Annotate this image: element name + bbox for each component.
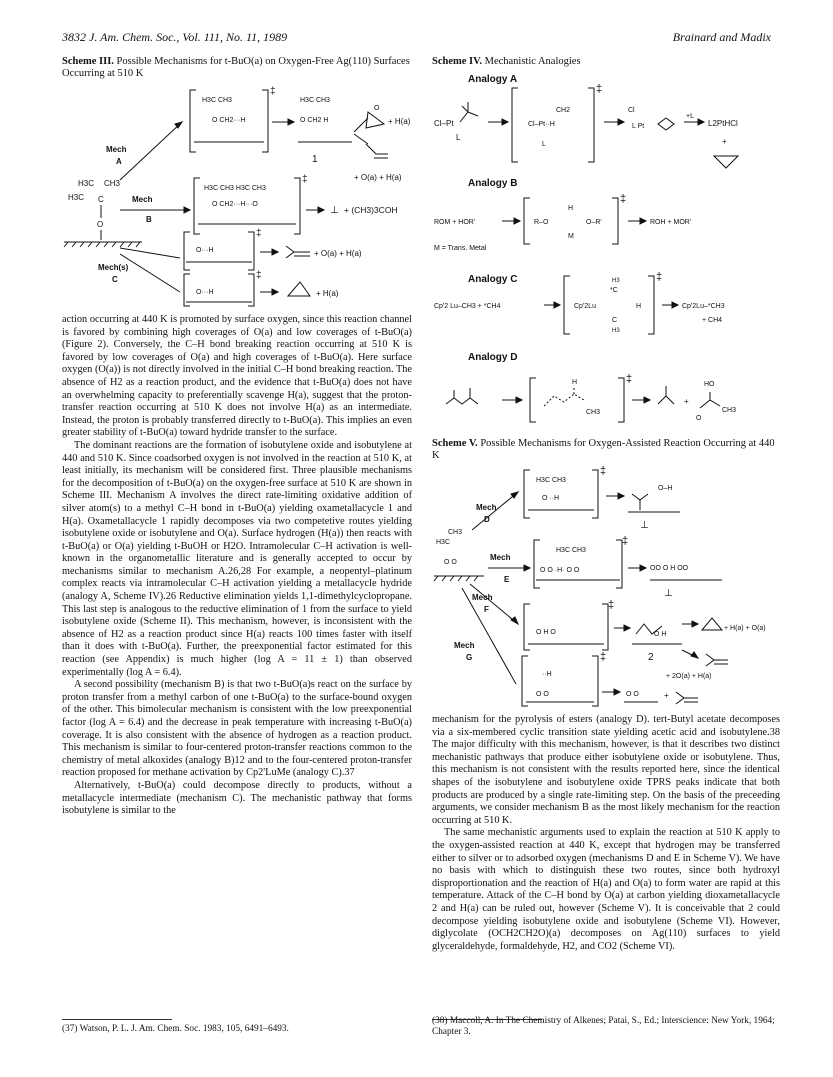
mech-a-label-2: A	[116, 157, 122, 166]
mech-d-label-1: Mech	[476, 503, 497, 512]
mech-b-label-1: Mech	[132, 195, 153, 204]
mech-c-arrow-1	[120, 248, 180, 258]
svg-text:⊥: ⊥	[664, 588, 673, 599]
svg-text:+: +	[664, 691, 669, 700]
scheme-4-title: Mechanistic Analogies	[484, 56, 581, 67]
analogy-b-right: ROH + MOR'	[650, 219, 692, 226]
left-paragraph-4: Alternatively, t-BuO(a) could decompose directly to products, without a metallacycle intermediate (mechanism C). The mechanistic pathway that forms isobutylene is similar to the	[62, 779, 412, 817]
scheme5-h3c: H3C	[436, 539, 451, 546]
journal-citation: 3832 J. Am. Chem. Soc., Vol. 111, No. 11, 1989	[62, 30, 288, 44]
analogy-c-cplu: Cp'2Lu	[574, 303, 596, 310]
svg-text:‡: ‡	[622, 535, 629, 547]
mech-c-label-2: C	[112, 275, 118, 284]
scheme-3-diagram	[62, 82, 412, 308]
mech-g-plus-2oa-ha: + 2O(a) + H(a)	[666, 673, 712, 680]
analogy-d-h: H	[572, 379, 578, 386]
left-column	[62, 56, 412, 818]
analogy-b-m: M	[568, 233, 574, 240]
svg-text:H3C CH3: H3C CH3	[536, 477, 566, 484]
analogy-d-title: Analogy D	[468, 352, 518, 363]
mech-f-plus-ha-oa: + H(a) + O(a)	[724, 625, 766, 632]
right-column-body	[432, 714, 780, 953]
analogy-d-plus: +	[684, 397, 689, 406]
footnote-right: (38) Maccoll, A. In The Chemistry of Alkenes; Patai, S., Ed.; Interscience: New York, 1964; Chapter 3.	[432, 1016, 775, 1037]
svg-text:‡: ‡	[620, 193, 627, 205]
analogy-c-h: H	[636, 303, 642, 310]
analogy-a-l2ptcl: L2PtHCl	[708, 119, 738, 128]
svg-text:H3C CH3: H3C CH3	[202, 97, 232, 104]
analogy-c-h3: H3	[612, 328, 620, 334]
analogy-d-ho: HO	[704, 381, 715, 388]
svg-text:‡: ‡	[302, 174, 308, 185]
mech-c-arrow-2	[120, 254, 180, 292]
scheme-4-caption	[432, 56, 780, 68]
mech-f-label-2: F	[484, 605, 489, 614]
analogy-a-plus: +	[722, 137, 727, 146]
scheme-3-caption	[62, 56, 412, 80]
scheme-3-figure	[62, 82, 412, 308]
analogy-b-or: O–R'	[586, 219, 602, 226]
analogy-c-c-top: *C	[610, 287, 618, 294]
scheme3-o: O	[97, 220, 104, 229]
mech-c-label-1: Mech(s)	[98, 263, 129, 272]
svg-text:‡: ‡	[596, 83, 603, 95]
mech-d-oh: O–H	[658, 485, 673, 492]
svg-text:O CH2···H···O: O CH2···H···O	[212, 201, 258, 208]
svg-text:CH3: CH3	[722, 407, 737, 414]
svg-text:‡: ‡	[626, 373, 633, 385]
analogy-a-title: Analogy A	[468, 74, 518, 85]
analogy-b-h: H	[568, 205, 574, 212]
scheme-3-label: Scheme III.	[62, 56, 114, 67]
svg-text:H3C CH3 H3C CH3: H3C CH3 H3C CH3	[204, 185, 266, 192]
scheme5-oo: O O	[444, 559, 457, 566]
analogy-c-title: Analogy C	[468, 274, 518, 285]
analogy-a-lpt: L Pt	[632, 123, 645, 130]
mech-d-label-2: D	[484, 515, 490, 524]
analogy-a-cl: Cl	[628, 107, 635, 114]
scheme5-ch3: CH3	[448, 529, 463, 536]
scheme3-h3c-2: H3C	[68, 193, 85, 202]
svg-text:L: L	[542, 141, 546, 148]
analogy-c-c-bot: C	[612, 317, 618, 324]
analogy-b-note: M = Trans. Metal	[434, 245, 487, 252]
svg-text:OO O H OO: OO O H OO	[650, 565, 689, 572]
scheme3-ch3: CH3	[104, 179, 121, 188]
svg-text:H3C CH3: H3C CH3	[556, 547, 586, 554]
svg-text:O CH2···H: O CH2···H	[212, 117, 246, 124]
mech-a-arrow	[120, 122, 182, 180]
mech-c-ts-bracket-1	[184, 232, 254, 270]
svg-text:O···H: O···H	[196, 289, 214, 296]
analogy-a-ch2: CH2	[556, 107, 571, 114]
analogy-c-right: Cp'2Lu–*CH3	[682, 303, 725, 310]
footnote-left: (37) Watson, P. L. J. Am. Chem. Soc. 1983, 105, 6491–6493.	[62, 1024, 289, 1034]
left-paragraph-3: A second possibility (mechanism B) is that two t-BuO(a)s react on the surface by proton transfer from a methyl carbon of one t-BuO(a) to the surface-bound oxygen of the other. This bimolecular mechanism is consistent with the low preexponential factor (log A = 6.4) and the decrease in peak temperature with increasing t-BuO(a) coverage. It is also consistent with the absence of hydrogen as a reaction product. This mechanism is similar to four-centered proton-transfer reactions common to the chemistry of metal alkoxides (analogy B)12 and to the four-centered proton-transfer reaction proposed for methane activation by Cp2'LuMe (analogy C).37	[62, 679, 412, 779]
svg-text:··H: ··H	[542, 671, 552, 678]
mech-b-plus-oa-ha: + O(a) + H(a)	[354, 173, 402, 182]
scheme-3-title: Possible Mechanisms for t-BuO(a) on Oxygen-Free Ag(110) Surfaces Occurring at 510 K	[62, 56, 410, 79]
mech-b-tbuoh: + (CH3)3COH	[344, 205, 398, 215]
mech-c-ts-bracket-2	[184, 274, 254, 306]
mech-c-plus-ha: + H(a)	[316, 289, 339, 298]
svg-text:⊥: ⊥	[330, 205, 339, 216]
analogy-b-left: ROM + HOR'	[434, 219, 476, 226]
right-paragraph-2: The same mechanistic arguments used to explain the reaction at 510 K apply to the oxygen-assisted reaction at 440 K, except that hydrogen may be transferred either to silver or to adsorbed oxygen (mechanisms D and E in Scheme V). We have no basis with which to distinguish these two routes, since both hydroxyl disproportionation and the reaction of H(a) and O(a) to form water are rapid at this temperature. Attack of the C–H bond by O(a) at carbon yielding dioxametallacycle 2 and H(a) can be ruled out, however (Scheme V). It is conceivable that 2 could decompose yielding isobutylene oxide and isobutylene (Scheme VI). However, diglycolate (OCH2CH2O)(a) decomposes on Ag(110) surfaces to yield glyceraldehyde, formaldehyde, H2, and CO2 (Scheme VI).	[432, 827, 780, 952]
left-column-body	[62, 314, 412, 818]
svg-text:‡: ‡	[270, 86, 276, 97]
svg-text:O···H: O···H	[196, 247, 214, 254]
right-column	[432, 56, 780, 953]
scheme3-c: C	[98, 195, 104, 204]
mech-f-two: 2	[648, 652, 654, 663]
mech-e-label-1: Mech	[490, 553, 511, 562]
mech-a-plus-ha: + H(a)	[388, 117, 411, 126]
analogy-c-left: Cp'2 Lu–CH3 + *CH4	[434, 303, 501, 310]
analogy-c-h3-top: H3	[612, 278, 620, 284]
svg-text:‡: ‡	[608, 599, 615, 611]
svg-text:O H O: O H O	[536, 629, 556, 636]
surface-hatch	[64, 242, 140, 247]
svg-text:1: 1	[312, 154, 318, 165]
svg-text:O: O	[374, 105, 380, 112]
svg-text:⊥: ⊥	[640, 520, 649, 531]
running-header	[62, 30, 771, 46]
svg-text:O O ·H· O O: O O ·H· O O	[540, 567, 580, 574]
svg-text:‡: ‡	[600, 465, 607, 477]
svg-text:Cl–Pt··H: Cl–Pt··H	[528, 121, 555, 128]
footnote-rule-left	[62, 1019, 172, 1020]
mech-b-label-2: B	[146, 215, 152, 224]
scheme-4-label: Scheme IV.	[432, 56, 482, 67]
svg-text:‡: ‡	[656, 271, 663, 283]
author-names: Brainard and Madix	[672, 30, 771, 44]
scheme-4-diagram	[432, 70, 780, 430]
scheme3-h3c-1: H3C	[78, 179, 95, 188]
analogy-b-r: R–O	[534, 219, 549, 226]
analogy-b-title: Analogy B	[468, 178, 518, 189]
mech-e-label-2: E	[504, 575, 510, 584]
svg-text:H3C CH3: H3C CH3	[300, 97, 330, 104]
scheme-5-label: Scheme V.	[432, 438, 478, 449]
scheme-5-title: Possible Mechanisms for Oxygen-Assisted Reaction Occurring at 440 K	[432, 438, 775, 461]
scheme-5-caption	[432, 438, 780, 462]
left-paragraph-1: action occurring at 440 K is promoted by surface oxygen, since this reaction channel is favored by combining high coverages of O(a) and low coverages of t-BuO(a) (Figure 2). Conversely, the C–H bond breaking reaction occurring at 510 K is favored by low coverages of O(a) and high coverages of t-BuO(a). Here surface oxygen (O(a)) is not directly involved in the initial C–H bond breaking reaction. The absence of H2 as a reaction product, and the evidence that t-BuO(a) does not have an overwhelming capacity to preferentially scavenge H(a), suggest that the proton-transfer reaction occurring at 510 K does not involve H(a) as an intermediate. Instead, the proton is probably transferred directly to t-BuO(a). This implies an even greater stability of t-BuO(a) toward hydride transfer to the surface.	[62, 314, 412, 439]
mech-c-plus-oa-ha: + O(a) + H(a)	[314, 249, 362, 258]
svg-text:O CH2 H: O CH2 H	[300, 117, 329, 124]
mech-a-label-1: Mech	[106, 145, 127, 154]
mech-g-label-1: Mech	[454, 641, 475, 650]
analogy-d-o: O	[696, 415, 702, 422]
analogy-a-clpt: Cl–Pt	[434, 119, 454, 128]
svg-text:O H: O H	[654, 631, 667, 638]
scheme-5-diagram	[432, 464, 780, 708]
analogy-d-ch3: CH3	[586, 409, 601, 416]
mech-f-label-1: Mech	[472, 593, 493, 602]
right-paragraph-1: mechanism for the pyrolysis of esters (analogy D). tert-Butyl acetate decomposes via a six-membered cyclic transition state yielding acetic acid and isobutylene.38 The major difficulty with this mechanism, however, is that it describes two distinct mechanistic pathways that produce either isobutylene oxide or isobutylene. Thus, this mechanism is not consistent with the results reported here, since the identical shapes of the isobutylene and isobutylene oxide TPRS peaks indicate that both products are produced by a single rate-limiting step. On the basis of the preceeding arguments, we consider mechanism B as the most likely mechanism for the reaction occurring at 510 K.	[432, 714, 780, 826]
mech-g-label-2: G	[466, 653, 473, 662]
svg-text:O O: O O	[536, 691, 549, 698]
analogy-c-plus-ch4: + CH4	[702, 317, 723, 324]
analogy-a-plus-l: +L	[686, 113, 694, 120]
svg-text:‡: ‡	[600, 651, 607, 663]
svg-text:O O: O O	[626, 691, 639, 698]
left-paragraph-2: The dominant reactions are the formation of isobutylene oxide and isobutylene at 440 and 510 K. Since coadsorbed oxygen is not involved in the reaction at 510 K, at least initially, its mechanism will be considered first. Three plausible mechanisms for the decomposition of t-BuO(a) on the oxygen-free surface at 510 K are shown in Scheme III. Mechanism A involves the direct rate-limiting oxidative addition of silver atom(s) to a methyl C–H bond in t-BuO(a) yielding oxametallacycle 1 and H(a). Oxametallacycle 1 rapidly decomposes via two competetive routes yielding isobutylene oxide or isobutylene and O(a). Surface hydrogen (H(a)) then reacts with t-BuO(a) or O(a) yielding t-BuOH or H2O. Intramolecular C–H activation is well-known in the organometallic literature and is generally accepted to occur by mechanisms similar to mechanism A.26,28 For example, a neopentyl–platinum complex reacts via intramolecular C–H activation yielding a metallacycle hydride (analogy A, Scheme IV).26 Reductive elimination yields 1,1-dimethylcyclopropane. This last step is analogous to the reductive elimination of 1 from the surface to yield isobutylene oxide (Scheme II). This mechanism, however, is inconsistent with the absence of H2 as a reaction product since H(a) reacts 100 times faster with itself than it does with t-BuO(a). Further, the preexponential factor estimated for this reaction (see Appendix) is much higher (log A = 11 ± 1) than observed experimentally (log A = 6.4).	[62, 439, 412, 678]
svg-text:‡: ‡	[256, 270, 262, 281]
svg-text:O ··H: O ··H	[542, 495, 560, 502]
svg-text:‡: ‡	[256, 228, 262, 239]
analogy-a-l: L	[456, 133, 461, 142]
